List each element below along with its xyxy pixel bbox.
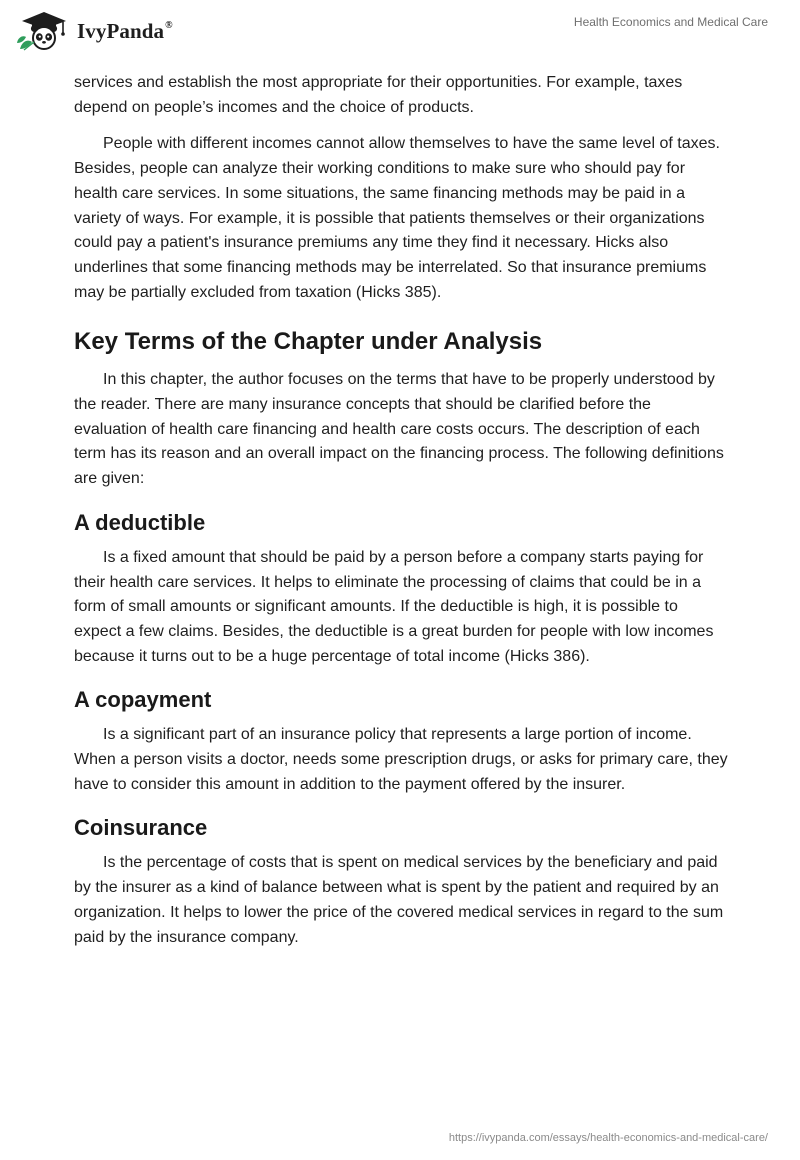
ivypanda-logo[interactable] bbox=[14, 9, 173, 51]
heading-key-terms: Key Terms of the Chapter under Analysis bbox=[74, 328, 543, 356]
paragraph-coinsurance: Is the percentage of costs that is spent on medical services by the beneficiary and paid by the insurer as a kind of balance between what is spent by the patient and required by an organization. It helps to lower the price of the covered medical services in regard to the sum paid by the insurance company. bbox=[74, 854, 724, 946]
page-header bbox=[0, 0, 800, 62]
brand-name: IvyPanda® bbox=[77, 18, 173, 43]
paragraph-deductible: Is a fixed amount that should be paid by a person before a company starts paying for their health care services. It helps to eliminate the processing of claims that could be in a form of small amounts or significant amounts. If the deductible is high, it is possible to expect a few claims. Besides, the deductible is a great burden for people with low incomes because it turns out to be a huge percentage of total income (Hicks 386). bbox=[74, 548, 714, 665]
heading-deductible: A deductible bbox=[74, 509, 206, 535]
heading-coinsurance: Coinsurance bbox=[74, 815, 208, 841]
article-body bbox=[74, 71, 728, 962]
paragraph-copayment: Is a significant part of an insurance policy that represents a large portion of income. When a person visits a doctor, needs some prescription drugs, or asks for primary care, they have to consider this amount in addition to the payment offered by the insurer. bbox=[74, 726, 728, 793]
footer-url-link[interactable]: https://ivypanda.com/essays/health-economics-and-medical-care/ bbox=[448, 1132, 768, 1144]
registered-mark: ® bbox=[165, 19, 173, 31]
paragraph-intro-continued: services and establish the most appropriate for their opportunities. For example, taxes depend on people’s incomes and the choice of products. bbox=[74, 74, 683, 116]
paragraph-key-terms: In this chapter, the author focuses on the terms that have to be properly understood by the reader. There are many insurance concepts that should be clarified before the evaluation of health care financing and health care costs occurs. The description of each term has its reason and an overall impact on the financing process. The following definitions are given: bbox=[74, 371, 724, 488]
paragraph-incomes: People with different incomes cannot allow themselves to have the same level of taxes. Besides, people can analyze their working conditions to make sure who should pay for health care services. In some situations, the same financing methods may be paid in a variety of ways. For example, it is possible that patients themselves or their organizations could pay a patient's insurance premiums any time they find it necessary. Hicks also underlines that some financing methods may be interrelated. So that insurance premiums may be partially excluded from taxation (Hicks 385). bbox=[74, 135, 720, 301]
running-title: Health Economics and Medical Care bbox=[573, 15, 768, 29]
panda-graduate-icon bbox=[14, 9, 72, 51]
heading-copayment: A copayment bbox=[74, 687, 212, 713]
